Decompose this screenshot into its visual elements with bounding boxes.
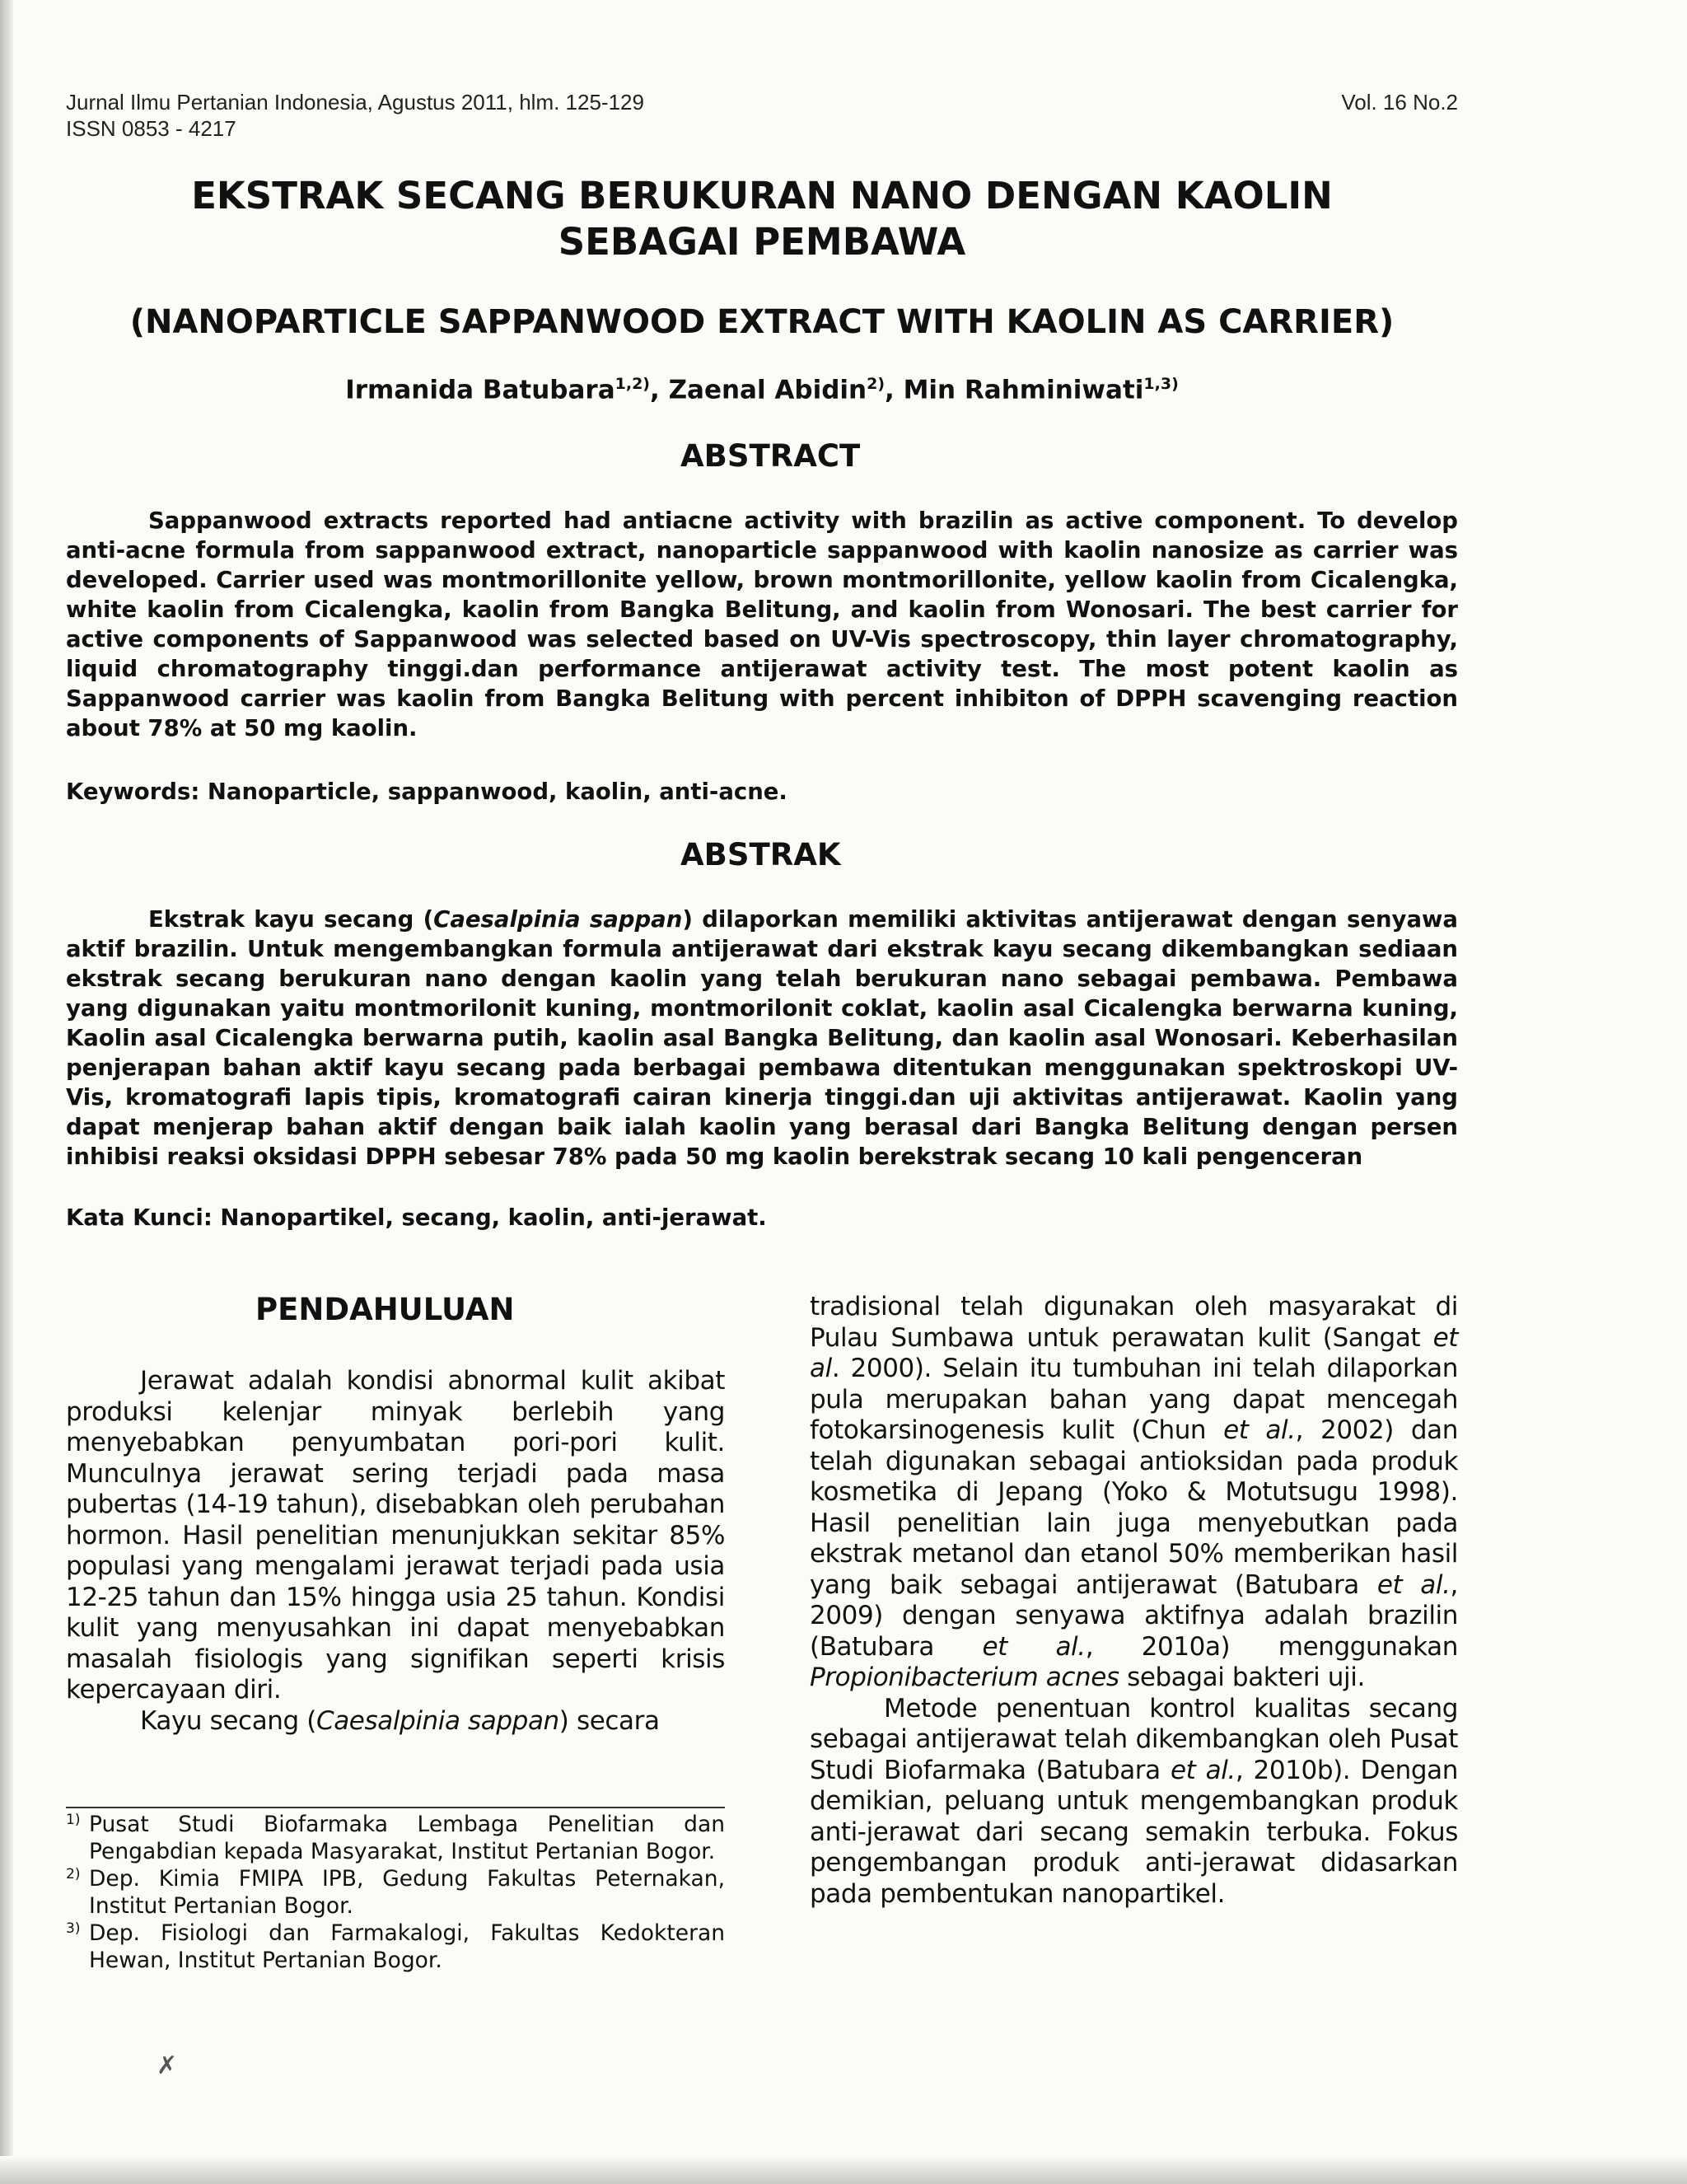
- paper-title: [66, 173, 1458, 265]
- abstract-heading: ABSTRACT: [680, 438, 861, 474]
- species-name: Caesalpinia sappan: [315, 1705, 559, 1736]
- journal-citation: Jurnal Ilmu Pertanian Indonesia, Agustus 2011, hlm. 125-129: [66, 90, 644, 115]
- abstrak-text-rest: ) dilaporkan memiliki aktivitas antijerawat dengan senyawa aktif brazilin. Untuk mengembangkan formula antijerawat dari ekstrak kayu secang dikembangkan sediaan ekstrak secang berukuran nano dengan kaolin yang telah berukuran nano sebagai pembawa. Pembawa yang digunakan yaitu montmorilonit kuning, montmorilonit coklat, kaolin asal Cicalengka berwarna kuning, Kaolin asal Cicalengka berwarna putih, kaolin asal Bangka Belitung, dan kaolin asal Wonosari. Keberhasilan penjerapan bahan aktif kayu secang pada berbagai pembawa ditentukan menggunakan spektroskopi UV-Vis, kromatografi lapis tipis, kromatografi cairan kinerja tinggi.dan uji aktivitas antijerawat. Kaolin yang dapat menjerap bahan aktif dengan baik ialah kaolin yang berasal dari Bangka Belitung dengan persen inhibisi reaksi oksidasi DPPH sebesar 78% pada 50 mg kaolin berekstrak secang 10 kali pengenceran: [66, 906, 1458, 1170]
- kata-kunci: Kata Kunci: Nanopartikel, secang, kaolin, anti-jerawat.: [66, 1204, 767, 1231]
- author-name: Irmanida Batubara: [345, 375, 615, 405]
- author-affiliation: 2): [867, 375, 885, 393]
- author-affiliation: 1,2): [615, 375, 650, 393]
- intro-paragraph-4: Metode penentuan kontrol kualitas secang sebagai antijerawat telah dikembangkan oleh Pusat Studi Biofarmaka (Batubara et al., 2010b). Dengan demikian, peluang untuk mengembangkan produk anti-jerawat dari secang semakin terbuka. Fokus pengembangan produk anti-jerawat didasarkan pada pembentukan nanopartikel.: [810, 1693, 1458, 1909]
- abstract-english: [66, 506, 1458, 743]
- abstract-english-text: Sappanwood extracts reported had antiacne activity with brazilin as active component. To develop anti-acne formula from sappanwood extract, nanoparticle sappanwood with kaolin nanosize as carrier was developed. Carrier used was montmorillonite yellow, brown montmorillonite, yellow kaolin from Cicalengka, white kaolin from Cicalengka, kaolin from Bangka Belitung, and kaolin from Wonosari. The best carrier for active components of Sappanwood was selected based on UV-Vis spectroscopy, thin layer chromatography, liquid chromatography tinggi.dan performance antijerawat activity test. The most potent kaolin as Sappanwood carrier was kaolin from Bangka Belitung with percent inhibiton of DPPH scavenging reaction about 78% at 50 mg kaolin.: [66, 507, 1458, 741]
- intro-paragraph-3: tradisional telah digunakan oleh masyarakat di Pulau Sumbawa untuk perawatan kulit (Sangat et al. 2000). Selain itu tumbuhan ini telah dilaporkan pula merupakan bahan yang dapat mencegah fotokarsinogenesis kulit (Chun et al., 2002) dan telah digunakan sebagai antioksidan pada produk kosmetika di Jepang (Yoko & Motutsugu 1998). Hasil penelitian lain juga menyebutkan pada ekstrak metanol dan etanol 50% memberikan hasil yang baik sebagai antijerawat (Batubara et al., 2009) dengan senyawa aktifnya adalah brazilin (Batubara et al., 2010a) menggunakan Propionibacterium acnes sebagai bakteri uji.: [810, 1292, 1458, 1692]
- left-column: [66, 1366, 725, 1737]
- abstrak-text: [66, 905, 1458, 1172]
- author-name: Zaenal Abidin: [668, 375, 867, 405]
- english-title: (NANOPARTICLE SAPPANWOOD EXTRACT WITH KAOLIN AS CARRIER): [129, 303, 1395, 341]
- abstrak-heading: ABSTRAK: [680, 837, 841, 872]
- author-list: Irmanida Batubara$^{1,2)}$, Zaenal Abidin$^{2)}$, Min Rahminiwati$^{1,3)}$: [345, 375, 1179, 405]
- footnote-2: 2) Dep. Kimia FMIPA IPB, Gedung Fakultas Peternakan, Institut Pertanian Bogor.: [66, 1866, 725, 1919]
- scan-edge-bottom: [0, 2156, 1687, 2184]
- volume-label: Vol. 16 No.2: [1341, 90, 1458, 115]
- right-column: [810, 1292, 1458, 1910]
- footnote-divider: [66, 1807, 725, 1808]
- scan-mark: ✗: [157, 2051, 178, 2080]
- footnote-1: 1) Pusat Studi Biofarmaka Lembaga Penelitian dan Pengabdian kepada Masyarakat, Institut Pertanian Bogor.: [66, 1812, 725, 1864]
- bacterium-name: Propionibacterium acnes: [810, 1663, 1119, 1692]
- journal-header: [66, 89, 644, 142]
- intro-heading: PENDAHULUAN: [255, 1292, 515, 1327]
- intro-paragraph-1: Jerawat adalah kondisi abnormal kulit akibat produksi kelenjar minyak berlebih yang menyebabkan penyumbatan pori-pori kulit. Munculnya jerawat sering terjadi pada masa pubertas (14-19 tahun), disebabkan oleh perubahan hormon. Hasil penelitian menunjukkan sekitar 85% populasi yang mengalami jerawat terjadi pada usia 12-25 tahun dan 15% hingga usia 25 tahun. Kondisi kulit yang menyusahkan ini dapat menyebabkan masalah fisiologis yang signifikan seperti krisis kepercayaan diri.: [66, 1366, 725, 1705]
- issn: ISSN 0853 - 4217: [66, 116, 236, 141]
- scan-edge-left: [0, 0, 13, 2184]
- abstract-indonesian: [66, 905, 1458, 1172]
- species-name: Caesalpinia sappan: [433, 906, 683, 933]
- title-line-1: EKSTRAK SECANG BERUKURAN NANO DENGAN KAOLIN: [191, 174, 1333, 217]
- author-affiliation: 1,3): [1143, 375, 1179, 393]
- abstrak-text-start: Ekstrak kayu secang (: [148, 906, 434, 933]
- keywords: Keywords: Nanoparticle, sappanwood, kaolin, anti-acne.: [66, 779, 787, 805]
- footnotes: [66, 1811, 725, 1974]
- intro-paragraph-2: Kayu secang (Caesalpinia sappan) secara: [140, 1705, 660, 1736]
- author-name: Min Rahminiwati: [903, 375, 1144, 405]
- title-line-2: SEBAGAI PEMBAWA: [558, 220, 966, 264]
- footnote-3: 3) Dep. Fisiologi dan Farmakalogi, Fakultas Kedokteran Hewan, Institut Pertanian Bogor.: [66, 1920, 725, 1973]
